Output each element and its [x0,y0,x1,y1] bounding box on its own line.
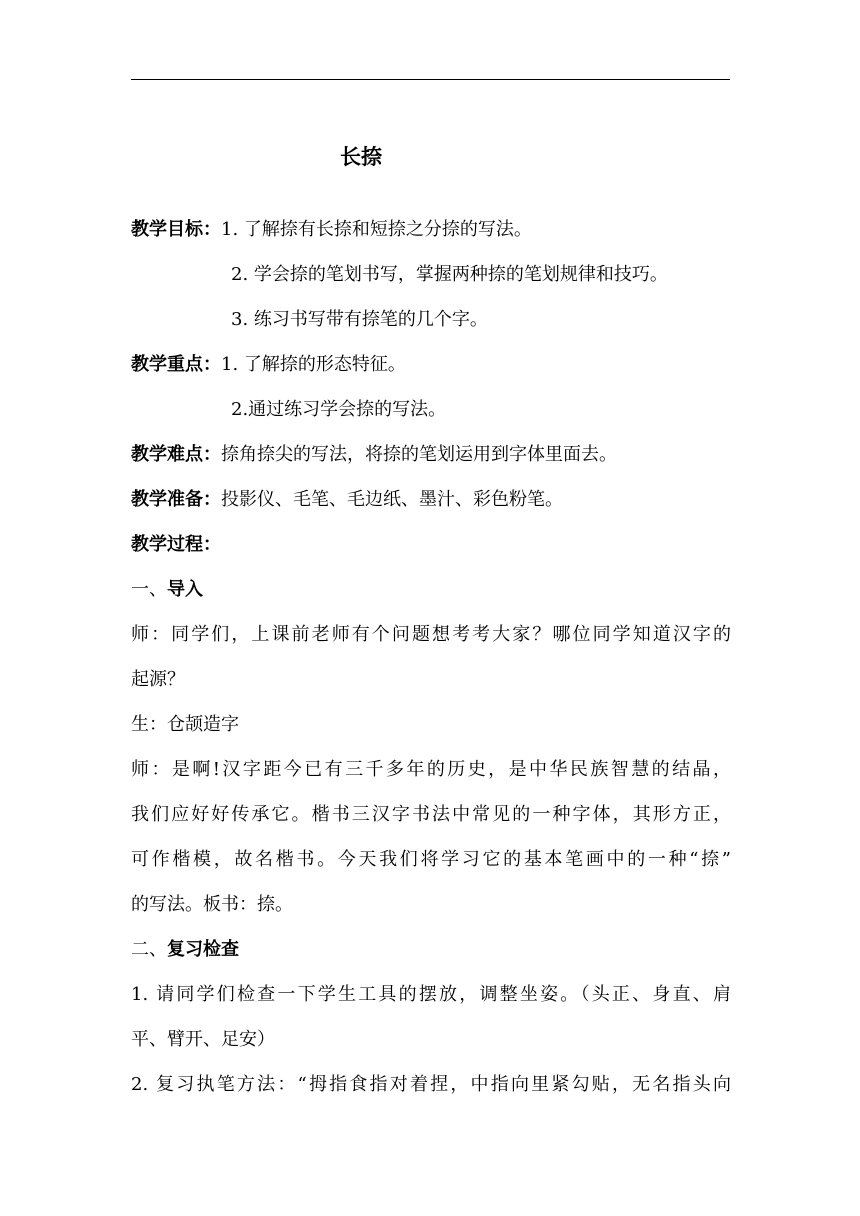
section2-heading [131,934,731,966]
objective-item-1: 1. 了解捺有长捺和短捺之分捺的写法。 [221,219,532,240]
key-point-item-1: 1. 了解捺的形态特征。 [221,354,406,375]
section2-line-3: 2. 复习执笔方法：“拇指食指对着捏，中指向里紧勾贴，无名指头向 [131,1074,731,1095]
section1-heading-text: 导入 [167,579,203,600]
section1-line-4: 师：是啊!汉字距今已有三千多年的历史，是中华民族智慧的结晶， [131,759,731,780]
difficulties-text: 捺角捺尖的写法，将捺的笔划运用到字体里面去。 [221,444,617,465]
objective-item-3: 3. 练习书写带有捺笔的几个字。 [231,309,488,330]
section1-heading [131,574,731,606]
section2-line-2: 平、臂开、足安） [131,1029,275,1050]
section1-line-5: 我们应好好传承它。楷书三汉字书法中常见的一种字体，其形方正， [131,804,731,825]
preparation-row [131,484,731,516]
section1-line-7: 的写法。板书：捺。 [131,894,293,915]
key-point-item-2: 2.通过练习学会捺的写法。 [231,399,447,420]
section2-line-1: 1. 请同学们检查一下学生工具的摆放，调整坐姿。（头正、身直、肩 [131,984,731,1005]
section1-line-2: 起源？ [131,669,185,690]
key-points-label: 教学重点： [131,354,221,375]
difficulties-label: 教学难点： [131,444,221,465]
process-row [131,529,731,561]
key-points-row [131,349,731,381]
objective-item-2: 2. 学会捺的笔划书写，掌握两种捺的笔划规律和技巧。 [231,264,668,285]
preparation-text: 投影仪、毛笔、毛边纸、墨汁、彩色粉笔。 [221,489,563,510]
preparation-label: 教学准备： [131,489,221,510]
header-rule [131,79,730,80]
process-label: 教学过程： [131,534,221,555]
section2-heading-num: 二、 [131,939,167,960]
section1-line-1: 师：同学们，上课前老师有个问题想考考大家？哪位同学知道汉字的 [131,624,731,645]
objectives-row [131,214,731,246]
document-title: 长捺 [340,145,382,169]
section1-line-3: 生：仓颉造字 [131,714,239,735]
section2-heading-text: 复习检查 [167,939,239,960]
objectives-label: 教学目标： [131,219,221,240]
difficulties-row [131,439,731,471]
section1-heading-num: 一、 [131,579,167,600]
section1-line-6: 可作楷模，故名楷书。今天我们将学习它的基本笔画中的一种“捺” [131,849,731,870]
